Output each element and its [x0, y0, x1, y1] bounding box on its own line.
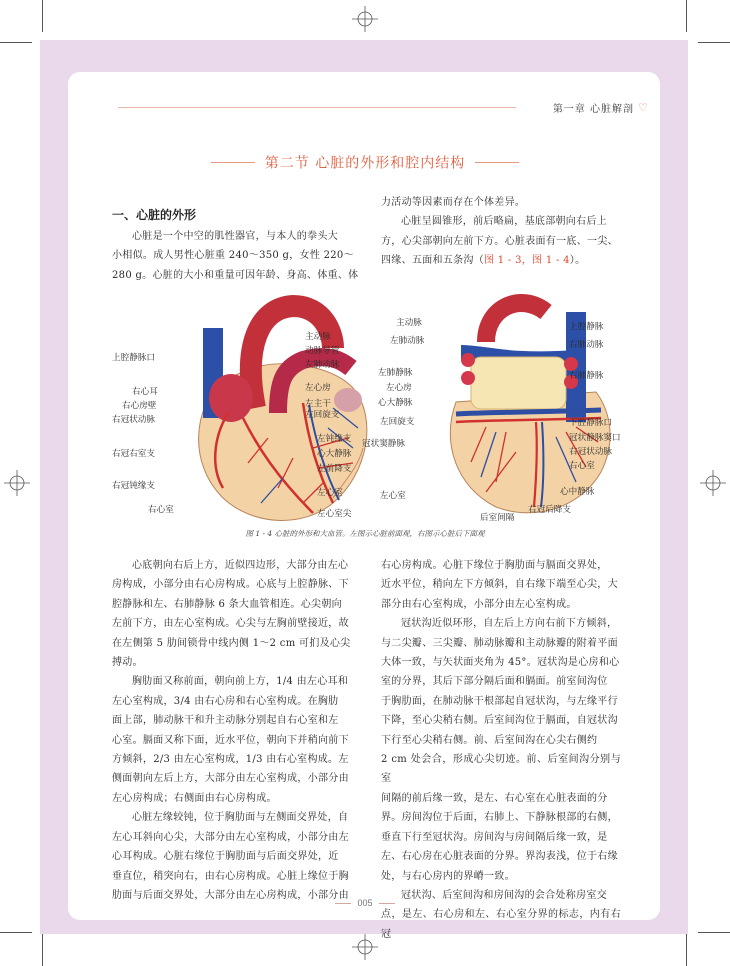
heart-posterior-illustration	[426, 282, 626, 522]
text-line: 心脏呈圆锥形，前后略扁，基底部朝向右后上	[401, 216, 607, 228]
text-line: 右心房构成。心脏下缘位于胸肋面与膈面交界处，	[381, 560, 608, 571]
text-line: 胸肋面又称前面，朝向前上方，1/4 由左心耳和	[132, 676, 349, 688]
label-posterior-septum: 后室间隔	[480, 513, 515, 523]
text-line: 左、右心房在心脏表面的分界。界沟表浅，位于右缘	[381, 851, 618, 863]
text-line: 侧面朝向左后上方，大部分由左心室构成，小部分由	[112, 773, 349, 785]
label-svc: 上腔静脉	[569, 322, 604, 332]
label-right-pulmonary-vein: 右肺静脉	[569, 371, 604, 381]
label-left-pulmonary-artery: 左肺动脉	[305, 360, 340, 370]
figure-reference[interactable]: 图 1 - 3，图 1 - 4	[484, 255, 570, 267]
label-rca-pda: 右冠后降支	[528, 505, 571, 515]
label-middle-cardiac-vein: 心中静脉	[560, 487, 595, 497]
label-rca-acute-marginal: 右冠钝缘支	[112, 481, 155, 491]
paragraph-left-top	[112, 227, 360, 285]
label-ivc-orifice: 下腔静脉口	[569, 418, 612, 428]
text-line: 近水平位，稍向左下方倾斜，自右缘下端至心尖，大	[381, 579, 618, 591]
text-line: 处，与右心房内的界嵴一致。	[381, 870, 515, 882]
text-line: 小相似。成人男性心脏重 240～350 g，女性 220～	[112, 250, 354, 262]
label-svc-orifice: 上腔静脉口	[112, 353, 155, 363]
chapter-title: 第一章 心脏解剖	[552, 104, 634, 115]
text-line: 垂直位，稍突向右，由右心房构成。心脏上缘位于胸	[112, 870, 349, 882]
running-header	[118, 100, 648, 114]
crop-mark	[0, 42, 32, 43]
paragraph-right-bottom	[381, 556, 621, 944]
crop-mark	[686, 0, 687, 32]
crop-mark	[698, 42, 730, 43]
text-line: 在左侧第 5 肋间锁骨中线内侧 1～2 cm 可扪及心尖	[112, 637, 351, 649]
paragraph-right-top	[381, 193, 619, 271]
text-line: 心室。膈面又称下面，近水平位，朝向下并稍向前下	[112, 734, 349, 746]
text-line: 2 cm 处会合，形成心尖切迹。前、后室间沟分别与室	[381, 754, 621, 785]
label-left-circumflex: 左回旋支	[380, 417, 415, 427]
footer-rule-left	[335, 903, 351, 904]
crop-mark	[42, 934, 43, 966]
text-line: 垂直下行至冠状沟。房间沟与房间隔后缘一致，是	[381, 831, 608, 843]
label-left-atrium: 左心房	[386, 383, 412, 393]
heading-rule-left	[211, 162, 255, 163]
crop-mark	[0, 932, 32, 933]
text-line: 部分由右心室构成，小部分由左心室构成。	[381, 598, 577, 610]
label-left-obtuse-marginal: 左钝缘支	[317, 434, 352, 444]
text-line: 心底朝向右后上方，近似四边形，大部分由左心	[132, 560, 349, 571]
registration-mark	[4, 470, 30, 496]
label-great-cardiac-vein: 心大静脉	[378, 398, 413, 408]
text-line: 面上部，肺动脉干和升主动脉分别起自右心室和左	[112, 715, 339, 727]
paragraph-left-bottom	[112, 556, 361, 905]
text-line: 心耳构成。心脏右缘位于胸肋面与后面交界处，近	[112, 851, 339, 863]
text-line: 搏动。	[112, 657, 143, 669]
text-line: 左前下方，由左心室构成。心尖与左胸前壁接近，故	[112, 618, 349, 630]
text-line: 方，心尖部朝向左前下方。心脏表面有一底、一尖、	[381, 235, 618, 247]
footer-rule-right	[379, 903, 395, 904]
label-aorta: 主动脉	[396, 318, 422, 328]
registration-mark	[700, 470, 726, 496]
crop-mark	[686, 934, 687, 966]
section-title: 第二节 心脏的外形和腔内结构	[264, 155, 466, 172]
header-rule	[118, 107, 516, 108]
text-line: 与二尖瓣、三尖瓣、肺动脉瓣和主动脉瓣的附着平面	[381, 637, 618, 649]
text-line: 左心房构成；右侧面由右心房构成。	[112, 792, 277, 804]
label-ductus-arteriosus: 动脉导管	[305, 346, 340, 356]
text-line: 左心室构成，3/4 由右心房和右心室构成。在胸肋	[112, 695, 339, 707]
text-line: 室的分界，其后下部分隔后面和膈面。前室间沟位	[381, 676, 608, 688]
text-line: 冠状沟近似环形，自左后上方向右前下方倾斜，	[401, 618, 618, 630]
text-line: 大体一致，与矢状面夹角为 45°。冠状沟是心房和心	[381, 657, 620, 669]
text-line: 下降，至心尖稍右侧。后室间沟位于膈面，自冠状沟	[381, 715, 618, 727]
label-right-coronary-artery: 右冠状动脉	[569, 447, 612, 457]
figure-caption: 图 1 - 4 心脏的外形和大血管。左图示心脏前面观，右图示心脏后下面观	[245, 529, 485, 538]
label-right-auricle: 右心耳	[132, 387, 158, 397]
text-line: 间隔的前后缘一致，是左、右心室在心脏表面的分	[381, 792, 608, 804]
crop-mark	[698, 932, 730, 933]
page-number: 005	[357, 898, 373, 908]
label-coronary-sinus-orifice: 冠状静脉窦口	[569, 433, 621, 443]
text-line	[381, 251, 619, 270]
text-line: 心脏是一个中空的肌性器官，与本人的拳头大	[132, 231, 338, 242]
crop-mark	[42, 0, 43, 32]
figure	[108, 278, 628, 528]
label-left-main: 左主干	[305, 399, 331, 409]
text-line: 下行至心尖稍右侧。前、后室间沟在心尖右侧约	[381, 734, 598, 746]
page-number-footer	[0, 898, 730, 908]
text-line: 力活动等因素而存在个体差异。	[381, 197, 526, 208]
text-line: 肋面与后面交界处，大部分由左心房构成，小部分由	[112, 889, 349, 901]
section-heading	[0, 152, 730, 173]
label-left-ventricle: 左心室	[380, 491, 406, 501]
text-line: 方倾斜，2/3 由左心室构成，1/3 由右心室构成。左	[112, 754, 349, 766]
text-line: 冠状沟、后室间沟和房间沟的会合处称房室交	[401, 889, 607, 901]
label-left-circumflex: 左回旋支	[305, 410, 340, 420]
label-right-ventricle: 右心室	[148, 505, 174, 515]
label-lad: 左前降支	[317, 464, 352, 474]
label-aorta: 主动脉	[305, 332, 331, 342]
text-line: 左心耳斜向心尖，大部分由左心室构成，小部分由左	[112, 831, 349, 843]
registration-mark	[352, 6, 378, 32]
label-right-coronary-artery: 右冠状动脉	[112, 415, 155, 425]
heading-rule-right	[475, 162, 519, 163]
label-right-ventricle: 右心室	[569, 461, 595, 471]
label-great-cardiac-vein: 心大静脉	[317, 449, 352, 459]
text-line: 心脏左缘较钝，位于胸肋面与左侧面交界处，自	[132, 812, 349, 824]
text-line: 于胸肋面，在肺动脉干根部起自冠状沟，与左缘平行	[381, 695, 618, 707]
text-line: 房构成，小部分由右心房构成。心底与上腔静脉、下	[112, 579, 349, 591]
label-left-atrium: 左心房	[305, 383, 331, 393]
label-right-atrial-wall: 右心房壁	[122, 401, 157, 411]
subheading: 一、心脏的外形	[112, 208, 197, 222]
label-left-pulmonary-vein: 左肺静脉	[378, 368, 413, 378]
label-left-pulmonary-artery: 左肺动脉	[390, 336, 425, 346]
text-fragment: 四缘、五面和五条沟（	[381, 255, 484, 267]
label-rca-rv-branch: 右冠右室支	[112, 449, 155, 459]
text-line: 腔静脉和左、右肺静脉 6 条大血管相连。心尖朝向	[112, 598, 342, 610]
text-line: 点，是左、右心房和左、右心室分界的标志，内有右冠	[381, 909, 621, 940]
text-fragment: ）。	[569, 255, 586, 267]
label-right-pulmonary-artery: 右肺动脉	[569, 340, 604, 350]
heart-anterior-illustration	[183, 288, 383, 528]
label-lv-apex: 左心室尖	[317, 509, 352, 519]
text-line: 280 g。心脏的大小和重量可因年龄、身高、体重、体	[112, 269, 359, 281]
heart-icon: ♡	[638, 101, 648, 114]
registration-mark	[352, 934, 378, 960]
label-coronary-sinus-vein: 冠状窦静脉	[362, 439, 405, 449]
label-left-ventricle: 左心室	[317, 488, 343, 498]
text-line: 界。房间沟位于后面，右肺上、下静脉根部的右侧，	[381, 812, 618, 824]
